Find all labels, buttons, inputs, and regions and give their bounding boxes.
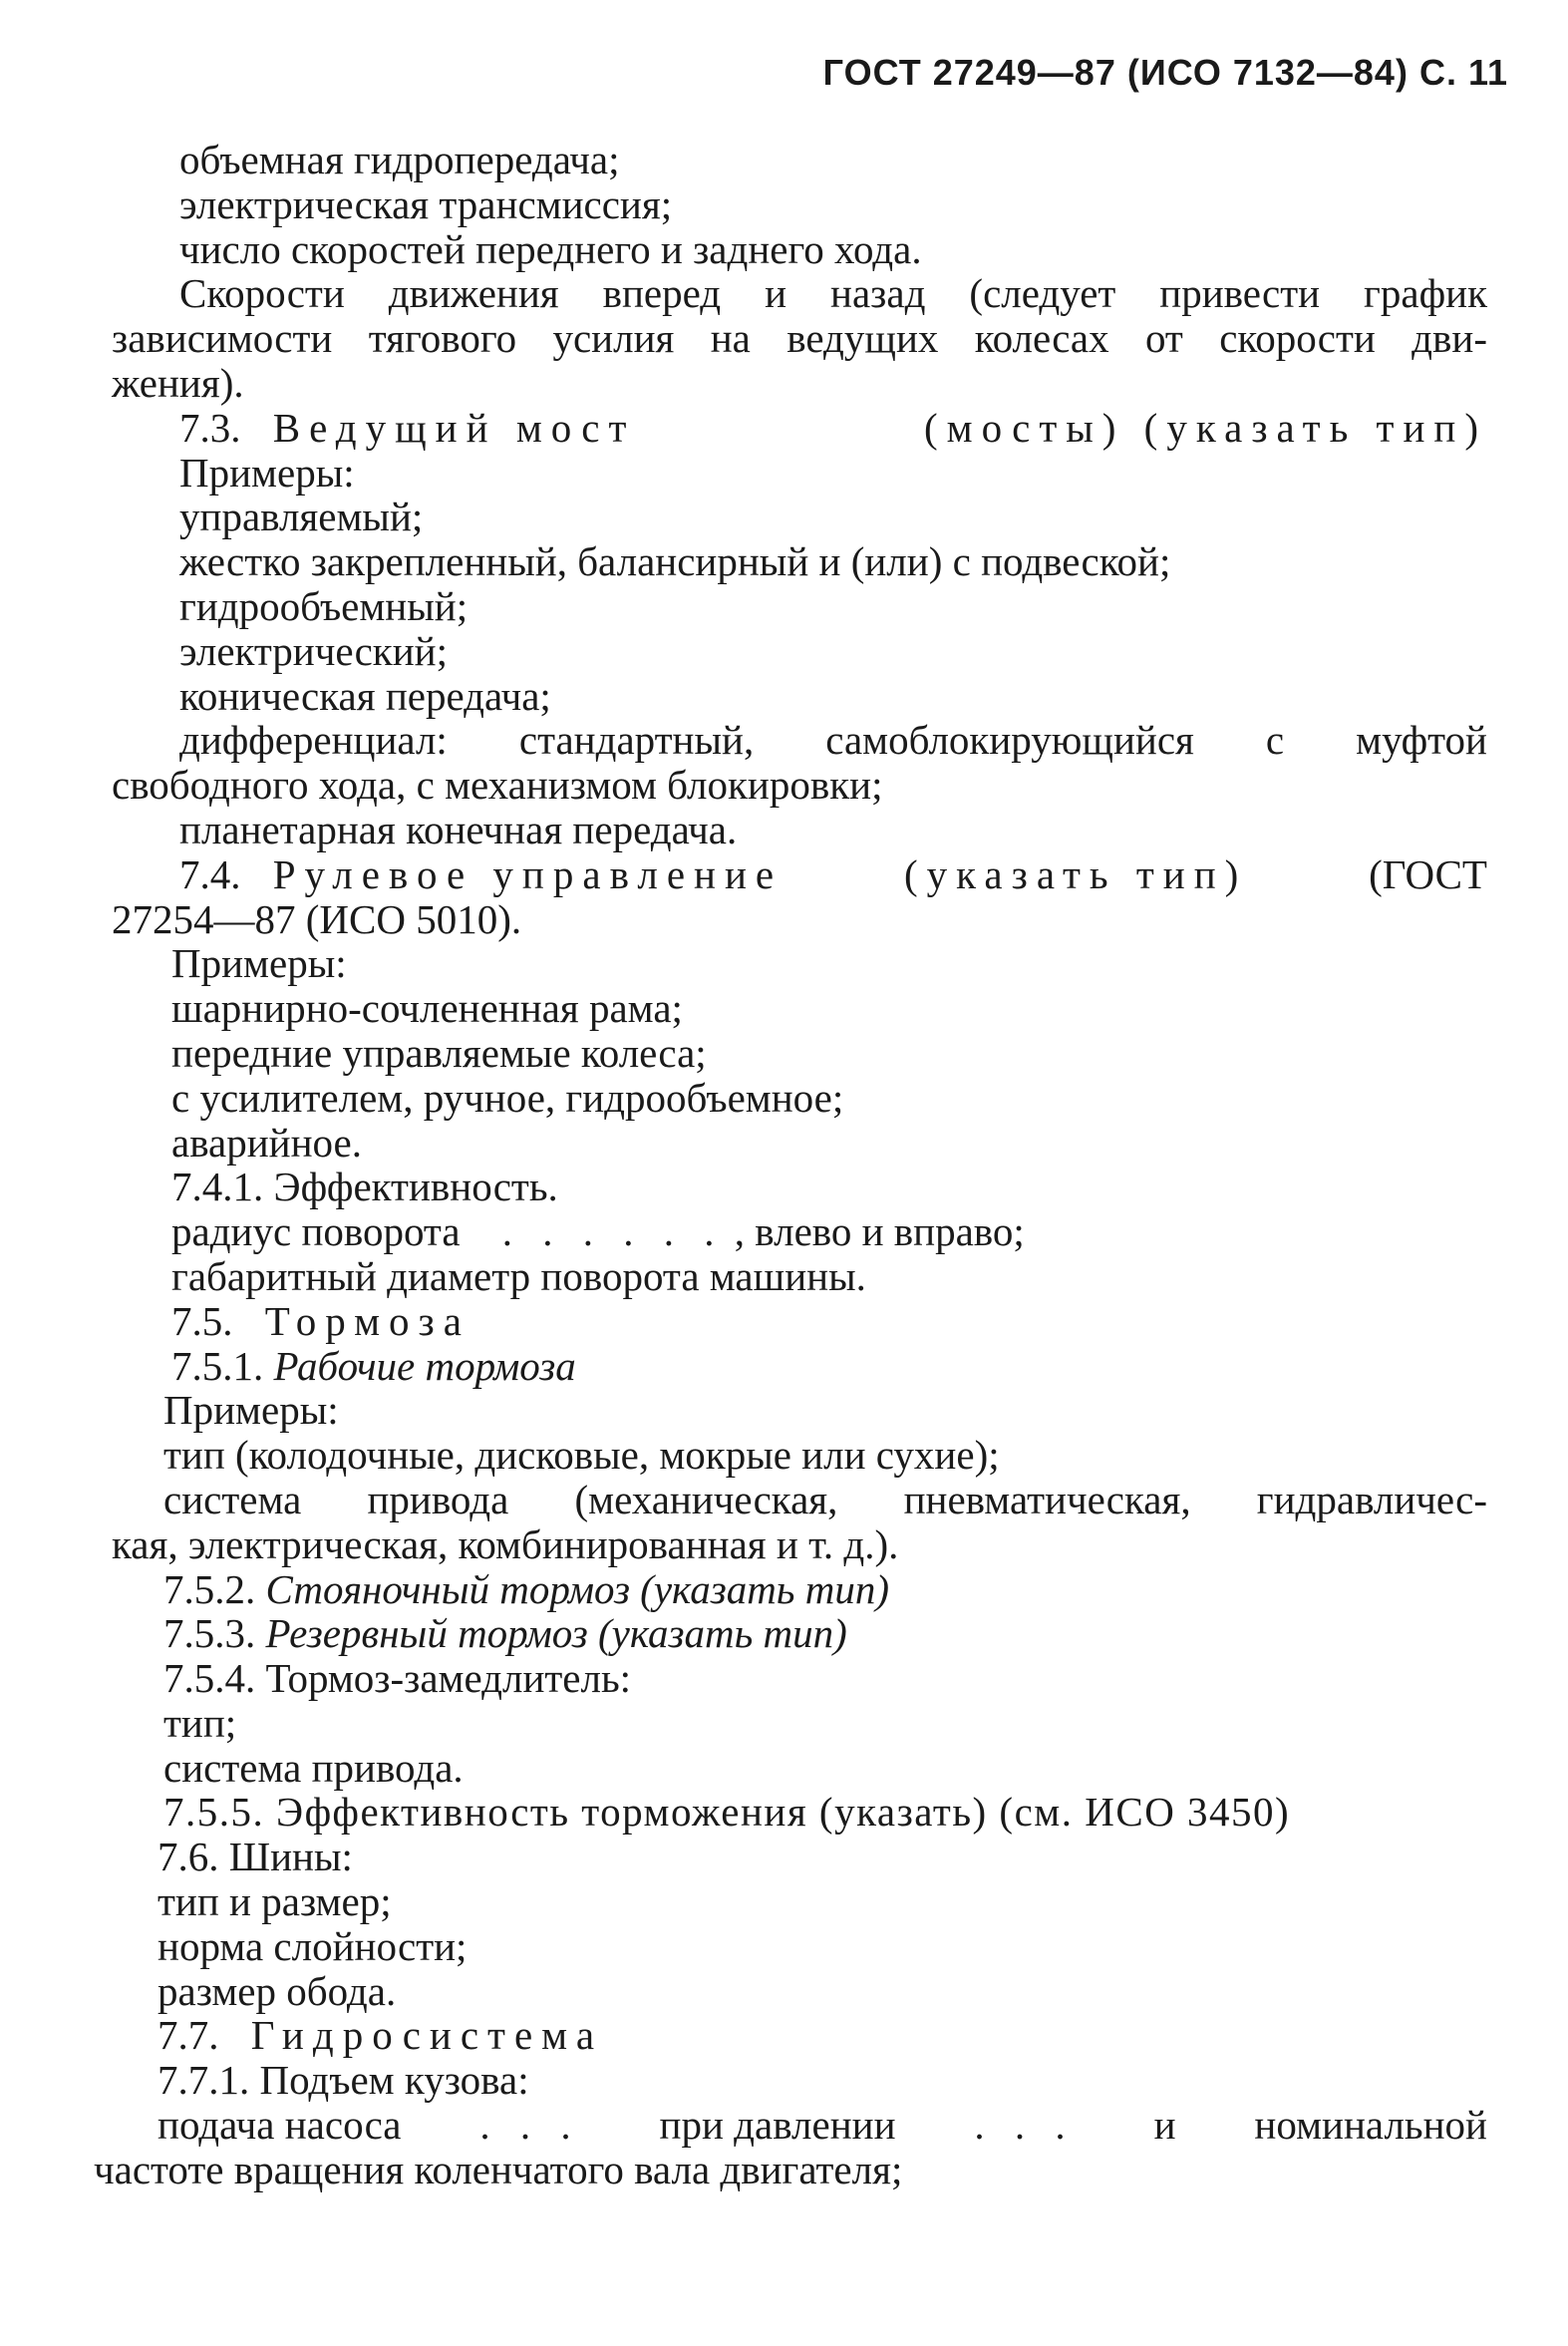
text-line: электрическая трансмиссия;	[179, 180, 673, 227]
section-number: 7.4.	[179, 850, 241, 897]
section-number: 7.5.	[171, 1297, 233, 1344]
leader-dots: . . .	[479, 2102, 581, 2149]
leader-dots: . . .	[974, 2102, 1076, 2149]
section-heading-7-3	[112, 406, 1487, 451]
text-line: зависимости тягового усилия на ведущих колесах от скорости дви-	[112, 315, 1487, 362]
text-line: Примеры:	[171, 940, 347, 987]
subsection-heading: 7.4.1. Эффективность.	[171, 1164, 558, 1210]
text-line: размер обода.	[157, 1967, 397, 2014]
section-title: Рулевое управление	[272, 850, 784, 897]
document-body	[94, 137, 1487, 2192]
running-header: ГОСТ 27249—87 (ИСО 7132—84) С. 11	[822, 52, 1508, 93]
text-line	[112, 2103, 1487, 2148]
text-fragment: при давлении	[659, 2102, 896, 2149]
text-fragment: , влево и вправо;	[734, 1208, 1025, 1255]
section-note: (мосты) (указать тип)	[924, 404, 1487, 451]
text-fragment: подача насоса	[157, 2102, 402, 2149]
text-line: число скоростей переднего и заднего хода.	[179, 225, 922, 272]
text-line: Примеры:	[163, 1387, 339, 1434]
text-line: жестко закрепленный, балансирный и (или) с подвеской;	[179, 538, 1171, 585]
text-line: Скорости движения вперед и назад (следует привести график	[179, 270, 1487, 317]
text-line: аварийное.	[171, 1119, 362, 1166]
subsection-heading: 7.7.1. Подъем кузова:	[157, 2057, 529, 2104]
text-line: свободного хода, с механизмом блокировки;	[112, 762, 883, 809]
section-number: 7.7.	[157, 2012, 219, 2059]
text-line: тип (колодочные, дисковые, мокрые или сухие);	[163, 1432, 1000, 1479]
text-line: Примеры:	[179, 449, 355, 496]
text-line: кая, электрическая, комбинированная и т. д.).	[112, 1520, 899, 1567]
section-title: Рабочие тормоза	[273, 1342, 576, 1389]
section-heading-7-7	[112, 2013, 1487, 2058]
text-line: объемная гидропередача;	[179, 137, 620, 182]
subsection-heading: 7.5.4. Тормоз-замедлитель:	[163, 1655, 632, 1702]
subsection-heading	[112, 1567, 1487, 1612]
text-line: управляемый;	[179, 494, 424, 540]
section-title: Резервный тормоз (указать тип)	[265, 1610, 847, 1657]
text-line: дифференциал: стандартный, самоблокирующийся с муфтой	[179, 717, 1487, 764]
section-heading-7-4	[112, 852, 1487, 897]
section-title: Ведущий мост	[272, 404, 636, 451]
section-number: 7.5.1.	[171, 1342, 264, 1389]
text-line: гидрообъемный;	[179, 582, 469, 629]
text-line: система привода.	[163, 1744, 464, 1791]
text-line: тип и размер;	[157, 1878, 392, 1925]
text-line: габаритный диаметр поворота машины.	[171, 1252, 866, 1299]
text-line: система привода (механическая, пневматическая, гидравличес-	[163, 1476, 1487, 1522]
text-line: норма слойности;	[157, 1922, 468, 1969]
subsection-heading	[112, 1611, 1487, 1656]
text-line: электрический;	[179, 627, 448, 674]
text-line: частоте вращения коленчатого вала двигателя;	[94, 2146, 903, 2192]
text-line: коническая передача;	[179, 672, 551, 719]
text-line: жения).	[112, 359, 244, 406]
text-line: тип;	[163, 1699, 237, 1746]
section-title: Тормоза	[264, 1297, 470, 1344]
section-title: Стояночный тормоз (указать тип)	[265, 1565, 889, 1612]
section-number: 7.5.3.	[163, 1610, 256, 1657]
text-fragment: радиус поворота	[171, 1208, 461, 1255]
section-number: 7.3.	[179, 404, 241, 451]
text-line: 27254—87 (ИСО 5010).	[112, 895, 522, 942]
text-line	[112, 1209, 1487, 1254]
leader-dots: . . . . . .	[501, 1208, 725, 1255]
section-note: (указать тип)	[903, 850, 1248, 897]
text-line: с усилителем, ручное, гидрообъемное;	[171, 1074, 844, 1121]
subsection-heading: 7.5.5. Эффективность торможения (указать) (см. ИСО 3450)	[163, 1789, 1291, 1836]
text-line: передние управляемые колеса;	[171, 1029, 707, 1076]
section-heading-7-5	[112, 1299, 1487, 1344]
section-number: 7.5.2.	[163, 1565, 256, 1612]
section-title: Гидросистема	[250, 2012, 604, 2059]
section-heading-7-6: 7.6. Шины:	[157, 1834, 353, 1880]
text-fragment: и	[1153, 2102, 1176, 2149]
subsection-heading	[112, 1344, 1487, 1389]
text-fragment: номинальной	[1254, 2102, 1487, 2149]
standard-reference: (ГОСТ	[1369, 850, 1487, 897]
text-line: шарнирно-сочлененная рама;	[171, 985, 683, 1032]
text-line: планетарная конечная передача.	[179, 806, 738, 852]
